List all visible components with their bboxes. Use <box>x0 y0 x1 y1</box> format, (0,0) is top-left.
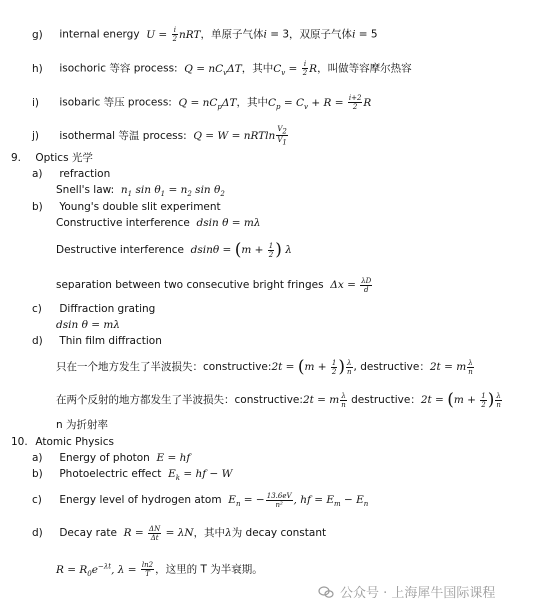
separation-formula: Δx = $\frac{\lambda D}{d}$ <box>326 276 372 294</box>
atomic-c <box>32 490 368 514</box>
fringe-separation <box>56 276 373 294</box>
one-side-text: 只在一个地方发生了半波损失：constructive: <box>56 361 272 373</box>
item-label: isochoric 等容 process: <box>59 62 178 75</box>
item-title: Diffraction grating <box>59 303 156 315</box>
item-marker: d) <box>32 335 43 347</box>
item-i <box>32 94 371 114</box>
formula: Q = W = nRTln $\frac{V2}{V1}$ <box>190 125 287 147</box>
item-marker: c) <box>32 494 42 506</box>
formula: $R = R_0e^{-\lambda t}$, λ = $\frac{\ln 2}{T}$ <box>56 561 154 578</box>
halflife-note: ，这里的 T 为半衰期。 <box>155 563 263 576</box>
destructive-formula: dsinθ = (m + $\frac{1}{2}$ ) λ <box>187 240 292 260</box>
destructive-interference <box>56 240 292 260</box>
item-marker: j) <box>32 129 40 142</box>
both-sides-text: 在两个反射的地方都发生了半波损失：constructive: <box>56 394 303 406</box>
one-side-destructive: , destructive： <box>353 361 430 373</box>
item-marker: a) <box>32 168 43 180</box>
formula: U = $\frac{i}{2}$ nRT <box>142 26 201 43</box>
section-title: Optics 光学 <box>35 152 93 164</box>
grating-formula: dsin θ = mλ <box>56 319 120 331</box>
item-j <box>32 125 289 147</box>
item-label: isobaric 等压 process: <box>59 96 172 109</box>
item-marker: i) <box>32 96 40 109</box>
item-marker: c) <box>32 303 42 315</box>
optics-c <box>32 302 155 316</box>
wechat-icon <box>318 584 334 600</box>
note: ，其中$C_p = C_v + R$ = $\frac{i+2}{2}$ R <box>236 94 372 111</box>
item-label: Energy level of hydrogen atom <box>59 494 222 506</box>
refractive-index-note: n 为折射率 <box>56 419 108 431</box>
item-label: internal energy <box>59 28 140 41</box>
section-number: 10. <box>11 436 28 448</box>
item-h <box>32 60 412 80</box>
constructive-interference <box>56 216 261 230</box>
item-marker: d) <box>32 527 43 539</box>
atomic-a <box>32 451 190 465</box>
optics-a <box>32 167 110 181</box>
watermark <box>318 582 495 601</box>
atomic-d <box>32 523 326 543</box>
formula: $E_n$ = − $\frac{13.6eV}{\text{n²}}$ , hf = $E_m - E_n$ <box>224 491 369 509</box>
formula: $Q = nC_p\Delta T$ <box>175 96 237 111</box>
constructive-formula: dsin θ = mλ <box>193 217 261 229</box>
item-marker: h) <box>32 62 43 75</box>
item-title: Young's double slit experiment <box>59 201 221 213</box>
thin-film-one-side: 只在一个地方发生了半波损失：constructive:2t = (m + $\frac{1}{2}$ ) $\frac{\lambda}{n}$ , destructive：2t = m $\frac{\lambda}{n}$ <box>56 357 473 377</box>
formula: $Q = nC_v\Delta T$ <box>180 62 242 77</box>
item-label: Energy of photon <box>59 452 150 464</box>
item-label: Decay rate <box>59 527 117 539</box>
note: ，单原子气体i = 3，双原子气体i = 5 <box>200 28 378 41</box>
thin-film-both-sides: 在两个反射的地方都发生了半波损失：constructive:2t = m $\frac{\lambda}{n}$ destructive：2t = (m + $\frac{1}{2}$ ) $\frac{\lambda}{n}$ <box>56 390 501 410</box>
item-title: Thin film diffraction <box>59 335 162 347</box>
half-life <box>56 556 263 584</box>
snell-law <box>56 183 225 201</box>
snell-label: Snell's law: <box>56 184 115 196</box>
item-marker: b) <box>32 468 43 480</box>
atomic-b <box>32 467 232 485</box>
formula: $E_k$ = hf − W <box>164 468 233 483</box>
item-label: Photoelectric effect <box>59 468 162 480</box>
item-marker: b) <box>32 201 43 213</box>
note: ，其中λ为 decay constant <box>193 527 327 539</box>
both-sides-destructive: destructive： <box>347 394 421 406</box>
watermark-text: 公众号 · 上海犀牛国际课程 <box>340 586 496 601</box>
destructive-label: Destructive interference <box>56 244 184 256</box>
item-g <box>32 26 378 43</box>
constructive-label: Constructive interference <box>56 217 190 229</box>
optics-b <box>32 200 221 214</box>
section-optics-heading <box>11 151 93 165</box>
section-number: 9. <box>11 152 22 164</box>
formula: R = $\frac{\Delta N}{\Delta t}$ = λN <box>120 524 194 542</box>
item-marker: g) <box>32 28 43 41</box>
section-atomic-heading <box>11 435 114 449</box>
section-title: Atomic Physics <box>35 436 114 448</box>
note: ，其中$C_v$ = $\frac{i}{2}$ R，叫做等容摩尔热容 <box>241 60 412 77</box>
formula: E = hf <box>153 452 191 464</box>
item-label: isothermal 等温 process: <box>59 129 187 142</box>
snell-formula: $n_1$ $\sin \theta_1 = n_2$ $\sin \theta_2$ <box>117 184 225 199</box>
item-title: refraction <box>59 168 111 180</box>
item-marker: a) <box>32 452 43 464</box>
optics-d <box>32 334 162 348</box>
separation-label: separation between two consecutive bright fringes <box>56 279 324 291</box>
